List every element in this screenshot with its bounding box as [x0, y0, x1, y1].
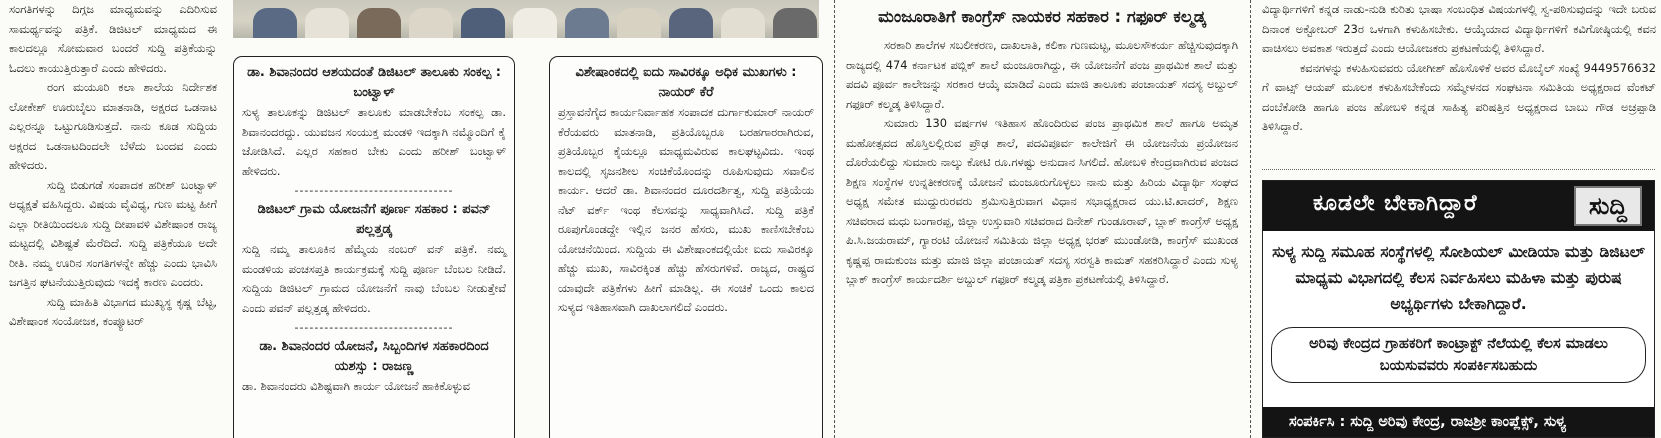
divider: --------------------------------: [294, 184, 454, 197]
ad-note: ಅರಿವು ಕೇಂದ್ರದ ಗ್ರಾಹಕರಿಗೆ ಕಾಂಟ್ರಾಕ್ಟ್ ನೆಲೆಯಲ್ಲಿ ಕೆಲಸ ಮಾಡಲು ಬಯಸುವವರು ಸಂಪರ್ಕಿಸಬಹುದು: [1271, 327, 1646, 383]
paragraph: ಸುಮಾರು 130 ವರ್ಷಗಳ ಇತಿಹಾಸ ಹೊಂದಿರುವ ಪಂಜ ಪ್ರಾಥಮಿಕ ಶಾಲೆ ಹಾಗೂ ಅಮೃತ ಮಹೋತ್ಸವದ ಹೊಸ್ತಿಲಲ್ಲಿರುವ ಪ್ರೌಢ ಶಾಲೆ, ಪದವಿಪೂರ್ವ ಕಾಲೇಜಿಗೆ ಈ ಯೋಜನೆಯ ಪ್ರಯೋಜನ ದೊರೆಯಲಿದ್ದು ಸುಮಾರು ನಾಲ್ಕು ಕೋಟಿ ರೂ.ಗಳಷ್ಟು ಅನುದಾನ ಸಿಗಲಿದೆ. ಹೋಬಳಿ ಕೇಂದ್ರವಾಗಿರುವ ಪಂಜದ ಶಿಕ್ಷಣ ಸಂಸ್ಥೆಗಳ ಉನ್ನತೀಕರಣಕ್ಕೆ ಯೋಜನೆ ಮಂಜೂರುಗೊಳ್ಳಲು ನಾನು ಮತ್ತು ಹಿರಿಯ ವಿದ್ಯಾರ್ಥಿ ಸಂಘದ ಅಧ್ಯಕ್ಷ ಸಮೇತ ಮುದ್ದುರುರವರು ಶ್ರಮಿಸುತ್ತಿರುವಾಗ ವಿಧಾನ ಸಭಾಧ್ಯಕ್ಷರಾದ ಯು.ಟಿ.ಖಾದರ್, ಶಿಕ್ಷಣ ಸಚಿವರಾದ ಮಧು ಬಂಗಾರಪ್ಪ, ಜಿಲ್ಲಾ ಉಸ್ತುವಾರಿ ಸಚಿವರಾದ ದಿನೇಶ್ ಗುಂಡೂರಾವ್, ಬ್ಲಾಕ್ ಕಾಂಗ್ರೆಸ್ ಅಧ್ಯಕ್ಷ ಪಿ.ಸಿ.ಜಯರಾಮ್, ಗ್ಯಾರಂಟಿ ಯೋಜನೆ ಸಮಿತಿಯ ಜಿಲ್ಲಾ ಅಧ್ಯಕ್ಷ ಭರತ್ ಮುಂಡೋಡಿ, ಕಾಂಗ್ರೆಸ್ ಮುಖಂಡ ಕೃಷ್ಣಪ್ಪ ರಾಮಕುಂಜ ಮತ್ತು ಮಾಜಿ ಜಿಲ್ಲಾ ಪಂಚಾಯತ್ ಸದಸ್ಯ ಸರಸ್ವತಿ ಕಾಮತ್ ಸಹಕರಿಸಿದ್ದಾರೆ ಎಂದು ಸುಳ್ಯ ಬ್ಲಾಕ್ ಕಾಂಗ್ರೆಸ್ ಕಾರ್ಯದರ್ಶಿ ಅಬ್ದುಲ್ ಗಫೂರ್ ಕಲ್ಮಡ್ಕ ಪತ್ರಿಕಾ ಪ್ರಕಟಣೆಯಲ್ಲಿ ತಿಳಿಸಿದ್ದಾರೆ.: [846, 116, 1238, 286]
photo-figure: [773, 8, 817, 38]
photo-figure: [617, 8, 661, 38]
paragraph: ಕವನಗಳನ್ನು ಕಳುಹಿಸುವವರು ಯೋಗೀಶ್ ಹೊಸೊಳಿಕೆ ಅವರ ಮೊಬೈಲ್ ಸಂಖ್ಯೆ 9449576632 ಗೆ ವಾಟ್ಸ್ ಆಯಪ್ ಮೂಲಕ ಕಳುಹಿಸಬೇಕೆಂದು ಸಮ್ಮೇಳನದ ಸಂಘಟನಾ ಸಮಿತಿಯ ಅಧ್ಯಕ್ಷರಾದ ವೆಂಕಟ್ ದಂಬೆಕೋಡಿ ಹಾಗೂ ಪಂಜ ಹೋಬಳಿ ಕನ್ನಡ ಸಾಹಿತ್ಯ ಪರಿಷತ್ತಿನ ಅಧ್ಯಕ್ಷರಾದ ಬಾಬು ಗೌಡ ಅಚ್ರಪ್ಪಾಡಿ ತಿಳಿಸಿದ್ದಾರೆ.: [1262, 60, 1656, 133]
photo-figure: [409, 8, 453, 38]
box-heading: ಡಿಜಿಟಲ್ ಗ್ರಾಮ ಯೋಜನೆಗೆ ಪೂರ್ಣ ಸಹಕಾರ : ಪವನ್ ಪಲ್ಲತ್ತಡ್ಕ: [257, 202, 491, 237]
paragraph: ಪ್ರಸ್ತಾವನೆಗೈದ ಕಾರ್ಯನಿರ್ವಾಹಕ ಸಂಪಾದಕ ದುರ್ಗಾಕುಮಾರ್ ನಾಯರ್ ಕೆರೆಯವರು ಮಾತನಾಡಿ, ಪ್ರತಿಯೊಬ್ಬರೂ ಬರಹಗಾರರಾಗಿರುವ, ಪ್ರತಿಯೊಬ್ಬರ ಕೈಯಲ್ಲೂ ಮಾಧ್ಯಮವಿರುವ ಕಾಲಘಟ್ಟವಿದು. ಇಂಥ ಕಾಲದಲ್ಲಿ ಸೃಜನಶೀಲ ಸಂಚಿಕೆಯೊಂದನ್ನು ರೂಪಿಸುವುದು ಸವಾಲಿನ ಕಾರ್ಯ. ಆದರೆ ಡಾ. ಶಿವಾನಂದರ ದೂರದರ್ಶಿತ್ವ, ಸುದ್ದಿ ಪತ್ರಿಯೆಯ ನೆಟ್ ವರ್ಕ್ ಇಂಥ ಕೆಲಸವನ್ನು ಸಾಧ್ಯವಾಗಿಸಿದೆ. ಸುದ್ದಿ ಪತ್ರಿಕೆ ರೂಪುಗೊಂಡದ್ದೇ ಇಲ್ಲಿನ ಜನರ ಹೆಸರು, ಮುಖ ಕಾಣಿಸಬೇಕೆಂಬ ಯೋಚನೆಯಿಂದ. ಸುದ್ದಿಯ ಈ ವಿಶೇಷಾಂಕದಲ್ಲಿಯೇ ಐದು ಸಾವಿರಕ್ಕೂ ಹೆಚ್ಚು ಮುಖ, ಸಾವಿರಕ್ಕಿಂತ ಹೆಚ್ಚು ಹೆಸರುಗಳಿವೆ. ರಾಜ್ಯದ, ರಾಷ್ಟ್ರದ ಯಾವುದೇ ಪತ್ರಿಕೆಗಳು ಹೀಗೆ ಮಾಡಿಲ್ಲ. ಈ ಸಂಚಿಕೆ ಒಂದು ಕಾಲದ ಸುಳ್ಯದ ಇತಿಹಾಸವಾಗಿ ದಾಖಲಾಗಲಿದೆ ಎಂದರು.: [558, 105, 814, 314]
divider: [1262, 169, 1655, 170]
paragraph: ಸುಳ್ಯ ತಾಲೂಕನ್ನು ಡಿಜಿಟಲ್ ತಾಲೂಕು ಮಾಡಬೇಕೆಂಬ ಸಂಕಲ್ಪ ಡಾ. ಶಿವಾನಂದರದ್ದು. ಯುವಜನ ಸಂಯುಕ್ತ ಮಂಡಳಿ ಇದಕ್ಕಾಗಿ ನಮ್ಮೊಂದಿಗೆ ಕೈ ಜೋಡಿಸಿದೆ. ಎಲ್ಲರ ಸಹಕಾರ ಬೇಕು ಎಂದು ಹರೀಶ್ ಬಂಟ್ವಾಳ್ ಹೇಳಿದರು.: [242, 105, 506, 178]
photo-figure: [721, 8, 765, 38]
article-column-left: [9, 0, 217, 438]
photo-figure: [669, 8, 713, 38]
paragraph: ಸರಕಾರಿ ಶಾಲೆಗಳ ಸಬಲೀಕರಣ, ದಾಖಲಾತಿ, ಕಲಿಕಾ ಗುಣಮಟ್ಟ, ಮೂಲಸೌಕರ್ಯ ಹೆಚ್ಚಿಸುವುದಕ್ಕಾಗಿ ರಾಜ್ಯದಲ್ಲಿ 474 ಕರ್ನಾಟಕ ಪಬ್ಲಿಕ್ ಶಾಲೆ ಮಂಜೂರಾಗಿದ್ದು, ಈ ಯೋಜನೆಗೆ ಪಂಜ ಪ್ರಾಥಮಿಕ ಶಾಲೆ ಮತ್ತು ಪದವಿ ಪೂರ್ವ ಕಾಲೇಜನ್ನು ಸರಕಾರ ಆಯ್ಕೆ ಮಾಡಿದೆ ಎಂದು ಮಾಜಿ ತಾಲೂಕು ಪಂಚಾಯತ್ ಸದಸ್ಯ ಅಬ್ದುಲ್ ಗಫೂರ್ ಕಲ್ಮಡ್ಕ ತಿಳಿಸಿದ್ದಾರೆ.: [846, 38, 1238, 111]
article-headline: ಮಂಜೂರಾತಿಗೆ ಕಾಂಗ್ರೆಸ್ ನಾಯಕರ ಸಹಕಾರ : ಗಫೂರ್ ಕಲ್ಮಡ್ಕ: [878, 7, 1206, 26]
box-heading: ಡಾ. ಶಿವಾನಂದರ ಆಶಯದಂತೆ ಡಿಜಿಟಲ್ ತಾಲೂಕು ಸಂಕಲ್ಪ : ಬಂಟ್ವಾಳ್: [247, 65, 501, 100]
photo-figure: [253, 8, 297, 38]
photo-figure: [565, 8, 609, 38]
photo-figure: [513, 8, 557, 38]
paragraph: ವಿದ್ಯಾರ್ಥಿಗಳಿಗೆ ಕನ್ನಡ ನಾಡು-ನುಡಿ ಕುರಿತು ಭಾಷಾ ಸಂಬಂಧಿತ ವಿಷಯಗಳಲ್ಲಿ ಸ್ವ-ಪಠಿಸುವುದನ್ನು ಇದೇ ಬರುವ ದಿನಾಂಕ ಅಕ್ಟೋಬರ್ 23ರ ಒಳಗಾಗಿ ಕಳುಹಿಸಬೇಕು. ಆಯ್ಕೆಯಾದ ವಿದ್ಯಾರ್ಥಿಗಳಿಗೆ ಕವಿಗೋಷ್ಠಿಯಲ್ಲಿ ಕವನ ವಾಚಿಸಲು ಅವಕಾಶ ಇರುತ್ತದೆ ಎಂದು ಆಯೋಜಕರು ಪ್ರಕಟಣೆಯಲ್ಲಿ ತಿಳಿಸಿದ್ದಾರೆ.: [1262, 2, 1656, 55]
paragraph: ಸುದ್ದಿ ಮಾಹಿತಿ ವಿಭಾಗದ ಮುಖ್ಯಸ್ಥ ಕೃಷ್ಣ ಬೆಟ್ಟ, ವಿಶೇಷಾಂಕ ಸಂಯೋಜಕ, ಕಂಪ್ಯೂಟರ್: [9, 294, 217, 328]
paragraph: ಸಂಗತಿಗಳನ್ನು ದಿಗ್ಗಜ ಮಾಧ್ಯಮವನ್ನು ಎದಿರಿಸುವ ಸಾಮರ್ಥ್ಯವನ್ನು ಪತ್ರಿಕೆ. ಡಿಜಿಟಲ್ ಮಾಧ್ಯಮದ ಈ ಕಾಲದಲ್ಲೂ ಸೋಮವಾರ ಬಂದರೆ ಸುದ್ದಿ ಪತ್ರಿಕೆಯನ್ನು ಓದಲು ಕಾಯುತ್ತಿರುತ್ತಾರೆ ಎಂದು ಹೇಳಿದರು.: [9, 2, 217, 75]
ad-contact: ಸಂಪರ್ಕಿಸಿ : ಸುದ್ದಿ ಅರಿವು ಕೇಂದ್ರ, ರಾಜಶ್ರೀ ಕಾಂಪ್ಲೆಕ್ಸ್, ಸುಳ್ಯ: [1263, 407, 1654, 437]
photo-figure: [461, 8, 505, 38]
ad-header: [1263, 181, 1654, 231]
ad-title: ಕೂಡಲೇ ಬೇಕಾಗಿದ್ದಾರೆ: [1313, 191, 1478, 216]
ad-body: ಸುಳ್ಯ ಸುದ್ದಿ ಸಮೂಹ ಸಂಸ್ಥೆಗಳಲ್ಲಿ ಸೋಶಿಯಲ್ ಮೀಡಿಯಾ ಮತ್ತು ಡಿಜಿಟಲ್ ಮಾಧ್ಯಮ ವಿಭಾಗದಲ್ಲಿ ಕೆಲಸ ನಿರ್ವಹಿಸಲು ಮಹಿಳಾ ಮತ್ತು ಪುರುಷ ಅಭ್ಯರ್ಥಿಗಳು ಬೇಕಾಗಿದ್ದಾರೆ.: [1272, 243, 1645, 313]
column-divider: [1250, 0, 1251, 438]
suddi-logo: ಸುದ್ದಿ: [1574, 186, 1642, 226]
article-column-right: [1262, 0, 1656, 168]
column-divider: [834, 0, 835, 438]
boxed-article-left: [233, 56, 515, 438]
box-heading: ಡಾ. ಶಿವಾನಂದರ ಯೋಜನೆ, ಸಿಬ್ಬಂದಿಗಳ ಸಹಕಾರದಿಂದ ಯಶಸ್ಸು : ರಾಜಣ್ಣ: [259, 339, 489, 374]
job-advertisement: [1262, 180, 1655, 438]
paragraph: ಸುದ್ದಿ ಬಿಡುಗಡೆ ಸಂಪಾದಕ ಹರೀಶ್ ಬಂಟ್ವಾಳ್ ಅಧ್ಯಕ್ಷತೆ ವಹಿಸಿದ್ದರು. ವಿಷಯ ವೈವಿಧ್ಯ, ಗುಣ ಮಟ್ಟ ಹೀಗೆ ಎಲ್ಲಾ ರೀತಿಯಿಂದಲೂ ಸುದ್ದಿ ದೀಪಾವಳಿ ವಿಶೇಷಾಂಕ ರಾಜ್ಯ ಮಟ್ಟದಲ್ಲಿ ವಿಶಿಷ್ಟತೆ ಮೆರೆದಿದೆ. ಸುದ್ದಿ ಪತ್ರಿಕೆಯೂ ಅದೇ ರೀತಿ. ನಮ್ಮ ಊರಿನ ಸಂಗತಿಗಳನ್ನೇ ಹೆಚ್ಚು ಎಂದು ಭಾವಿಸಿ ಜಗತ್ತಿನ ಘಟನೆಯುತ್ತಿರುವುದು ಇದಕ್ಕೆ ಕಾರಣ ಎಂದರು.: [9, 177, 217, 289]
paragraph: ರಂಗ ಮಯೂರಿ ಕಲಾ ಶಾಲೆಯ ನಿರ್ದೇಶಕ ಲೋಕೇಶ್ ಊರುಬೈಲು ಮಾತನಾಡಿ, ಅಕ್ಷರದ ಒಡನಾಟ ಎಲ್ಲರನ್ನೂ ಒಟ್ಟುಗೂಡಿಸುತ್ತದೆ. ನಾನು ಕೂಡ ಸುದ್ದಿಯ ಅಕ್ಷರದ ಒಡನಾಟದಿಂದಲೇ ಬೆಳೆದು ಬಂದವ ಎಂದು ಹೇಳಿದರು.: [9, 80, 217, 172]
article-column-congress: [846, 0, 1238, 438]
paragraph: ಸುದ್ದಿ ನಮ್ಮ ತಾಲೂಕಿನ ಹೆಮ್ಮೆಯ ನಂಬರ್ ವನ್ ಪತ್ರಿಕೆ. ನಮ್ಮ ಮಂಡಳಿಯ ಪಂಚಸಪ್ತತಿ ಕಾರ್ಯಕ್ರಮಕ್ಕೆ ಸುದ್ದಿ ಪೂರ್ಣ ಬೆಂಬಲ ನೀಡಿದೆ. ಸುದ್ದಿಯ ಡಿಜಿಟಲ್ ಗ್ರಾಮದ ಯೋಜನೆಗೆ ನಾವು ಬೆಂಬಲ ನೀಡುತ್ತೇವೆ ಎಂದು ಪವನ್ ಪಲ್ಲತ್ತಡ್ಕ ಹೇಳಿದರು.: [242, 242, 506, 315]
box-heading: ವಿಶೇಷಾಂಕದಲ್ಲಿ ಐದು ಸಾವಿರಕ್ಕೂ ಅಧಿಕ ಮುಖಗಳು : ನಾಯರ್ ಕೆರೆ: [575, 65, 797, 100]
divider: --------------------------------: [294, 321, 454, 334]
boxed-article-right: [549, 56, 823, 438]
photo-figure: [305, 8, 349, 38]
photo-figure: [357, 8, 401, 38]
paragraph: ಡಾ. ಶಿವಾನಂದರು ವಿಶಿಷ್ಟವಾಗಿ ಕಾರ್ಯ ಯೋಜನೆ ಹಾಕಿಕೊಳ್ಳುವ: [242, 379, 470, 393]
event-photo: [233, 0, 819, 38]
